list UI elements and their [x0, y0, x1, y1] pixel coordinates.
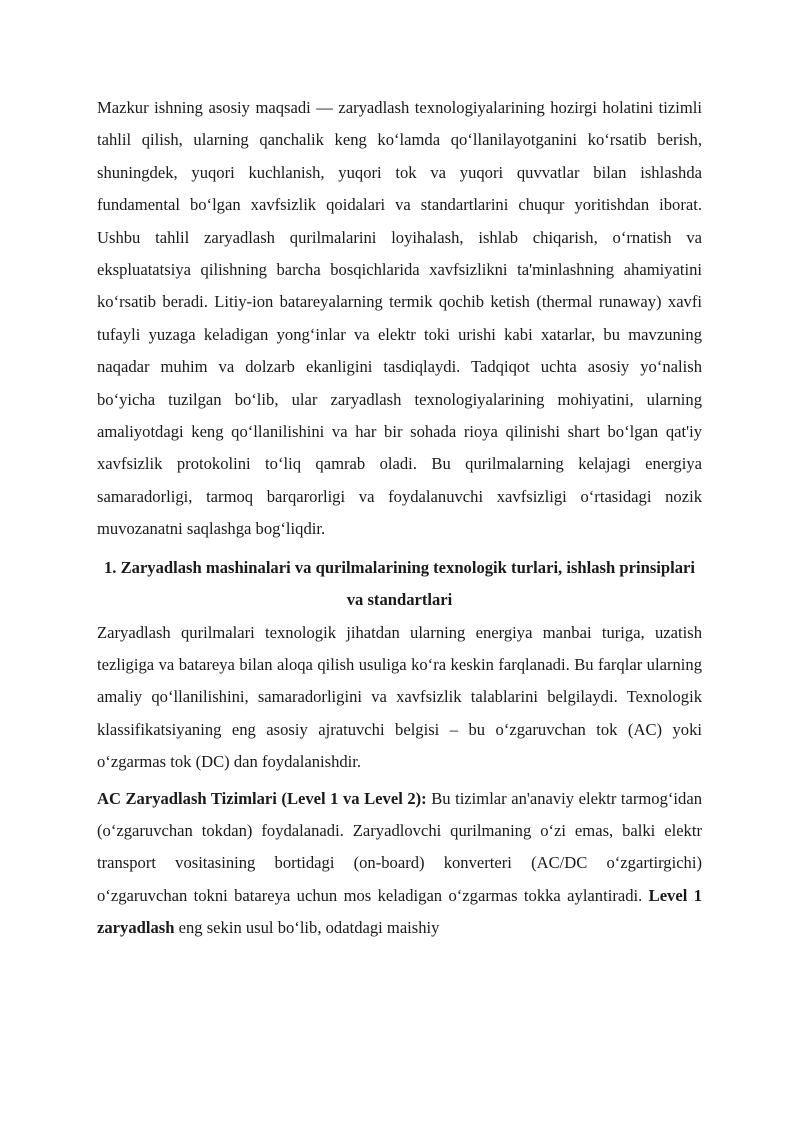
section-paragraph: Zaryadlash qurilmalari texnologik jihatdan ularning energiya manbai turiga, uzatish tezligiga va batareya bilan aloqa qilish usuliga ko‘ra keskin farqlanadi. Bu farqlar ularning amaliy qo‘llanilishini, samaradorligini va xavfsizlik talablarini belgilaydi. Texnologik klassifikatsiyaning eng asosiy ajratuvchi belgisi – bu o‘zgaruvchan tok (AC) yoki o‘zgarmas tok (DC) dan foydalanishdir. [97, 622, 702, 772]
section-heading: 1. Zaryadlash mashinalari va qurilmalarining texnologik turlari, ishlash prinsiplari va standartlari [103, 557, 695, 610]
level-1-charging-term: Level 1 zaryadlash [97, 885, 702, 938]
ac-charging-lead: AC Zaryadlash Tizimlari (Level 1 va Level 2): [97, 788, 427, 808]
ac-charging-text-2: eng sekin usul bo‘lib, odatdagi maishiy [174, 918, 440, 938]
ac-charging-paragraph [97, 783, 702, 945]
ac-charging-text-1: Bu tizimlar an'anaviy elektr tarmog‘idan (o‘zgaruvchan tokdan) foydalanadi. Zaryadlovchi qurilmaning o‘zi emas, balki elektr transport vositasining bortidagi (on-board) konverteri (AC/DC o‘zgartirgichi) o‘zgaruvchan tokni batareya uchun mos keladigan o‘zgarmas tokka aylantiradi. [97, 788, 703, 905]
intro-paragraph: Mazkur ishning asosiy maqsadi — zaryadlash texnologiyalarining hozirgi holatini tizimli tahlil qilish, ularning qanchalik keng ko‘lamda qo‘llanilayotganini ko‘rsatib berish, shuningdek, yuqori kuchlanish, yuqori tok va yuqori quvvatlar bilan ishlashda fundamental bo‘lgan xavfsizlik qoidalari va standartlarini chuqur yoritishdan iborat. Ushbu tahlil zaryadlash qurilmalarini loyihalash, ishlab chiqarish, o‘rnatish va ekspluatatsiya qilishning barcha bosqichlarida xavfsizlikni ta'minlashning ahamiyatini ko‘rsatib beradi. Litiy-ion batareyalarning termik qochib ketish (thermal runaway) xavfi tufayli yuzaga keladigan yong‘inlar va elektr toki urishi kabi xatarlar, bu mavzuning naqadar muhim va dolzarb ekanligini tasdiqlaydi. Tadqiqot uchta asosiy yo‘nalish bo‘yicha tuzilgan bo‘lib, ular zaryadlash texnologiyalarining mohiyatini, ularning amaliyotdagi keng qo‘llanilishini va har bir sohada rioya qilinishi shart bo‘lgan qat'iy xavfsizlik protokolini to‘liq qamrab oladi. Bu qurilmalarning kelajagi energiya samaradorligi, tarmoq barqarorligi va foydalanuvchi xavfsizligi o‘rtasidagi nozik muvozanatni saqlashga bog‘liqdir. [97, 98, 702, 539]
